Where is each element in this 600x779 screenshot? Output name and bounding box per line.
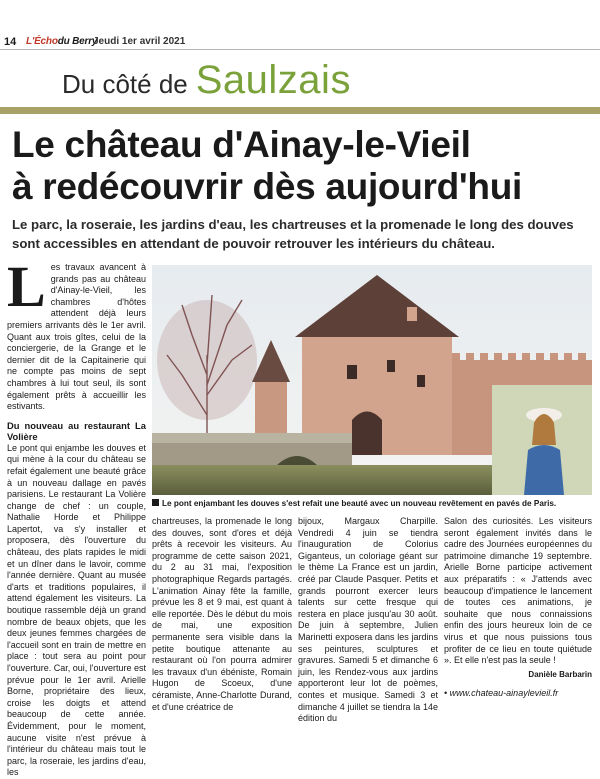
header-divider [0, 49, 600, 50]
chateau-illustration [152, 265, 592, 495]
page-header [0, 0, 600, 50]
caption-text: Le pont enjambant les douves s'est refait une beauté avec un nouveau revêtement en pavés de Paris. [162, 499, 557, 508]
drop-cap: L [7, 254, 46, 319]
chateau-photo [152, 265, 592, 495]
article-column-1 [7, 254, 147, 779]
column-1-body: Le pont qui enjambe les douves et qui mène à la cour du château se refait également une beauté grâce à un nouveau dallage en pavés parisiens. Le restaurant La Volière change de chef : un couple, Nathalie Horde et Philippe Lapertot, va s'y installer et proposera, dès l'ouverture du château, des plats rapides le midi et un dîner dans le lavoir, comme l'année dernière. Quant au musée d'arts et traditions populaires, il attend également les visiteurs. La boutique rassemble déjà un grand nombre de beaux objets, que les deux jeunes femmes chargées de l'accueil sont en train de mettre en place : tout sera au point pour l'ouverture. Car, oui, l'ouverture est prévue pour le 1er avril. Arielle Borne, propriétaire des lieux, croise les doigts et attend beaucoup de cette année. Évidemment, pour le moment, aucune visite n'est prévue à l'intérieur du château mais tout le parc, la roseraie, les jardins d'eau, les [7, 442, 147, 778]
article-deck: Le parc, la roseraie, les jardins d'eau, les chartreuses et la promenade le long des douves sont accessibles en attendant de pouvoir retrouver les intérieurs du château. [12, 217, 574, 251]
section-rubric [62, 58, 351, 104]
issue-date: Jeudi 1er avril 2021 [93, 36, 186, 47]
intro-paragraph: es travaux avancent à grands pas au château d'Ainay-le-Vieil, les chambres d'hôtes attendent déjà leurs premiers arrivants dès le 1er avril. Quant aux trois gîtes, celui de la conciergerie, de la Grange et le dernier dit de la Capitainerie qui ne compte pas moins de sept chambres à lui tout seul, ils sont également prêts à accueillir les estivants. [7, 262, 146, 412]
rubric-town: Saulzais [195, 58, 351, 102]
column-4-body: Salon des curiosités. Les visiteurs seront également invités dans le cadre des Journées européennes du patrimoine dimanche 19 septembre. Arielle Borne participe activement aux préparatifs : « J'attends avec beaucoup d'impatience le lancement de toutes ces animations, je souhaite que nous connaissions enfin des jours heureux loin de ce virus et que nous puissions tous profiter de ce lieu en toute quiétude ». Et elle n'est pas la seule ! [444, 516, 592, 666]
caption-bullet [152, 499, 159, 506]
author-signature: Danièle Barbarin [528, 669, 592, 679]
article-column-3 [298, 516, 438, 725]
column-3-body: bijoux, Margaux Charpille. Vendredi 4 juin se tiendra l'inauguration de Colorius Giganteus, un coloriage géant sur le thème La France est un jardin, créé par Claude Pasquer. Petits et grands pourront exercer leurs talents sur cette fresque qui restera en place jusqu'au 30 août. De juin à septembre, Julien Marinetti exposera dans les jardins ses peintures, sculptures et gravures. Samedi 5 et dimanche 6 juin, les Rendez-vous aux jardins apporteront leur lot de poèmes, contes et musique. Samedi 3 et dimanche 4 juillet se tiendra la 14e édition du [298, 516, 438, 724]
newspaper-logo [26, 36, 97, 47]
subheading: Du nouveau au restaurant La Volière [7, 419, 146, 442]
article-column-4 [444, 516, 592, 680]
website-link[interactable]: • www.chateau-ainaylevieil.fr [444, 688, 559, 698]
headline-line-2: à redécouvrir dès aujourd'hui [12, 166, 523, 207]
section-bar [0, 107, 600, 114]
photo-caption [152, 499, 592, 509]
brand-part-2: du Berry [57, 36, 98, 47]
article-column-2 [152, 516, 292, 713]
page-number: 14 [4, 36, 17, 48]
rubric-prefix: Du côté de [62, 69, 188, 99]
headline-line-1: Le château d'Ainay-le-Vieil [12, 124, 471, 165]
column-2-body: chartreuses, la promenade le long des douves, sont d'ores et déjà prêts à recevoir les visiteurs. Au programme de cette saison 2021, du 2 au 31 mai, l'exposition photographique Regards partagés. L'animation Ainay fête la famille, prévue les 8 et 9 mai, est quant à elle reportée. Dès le début du mois de mai, une exposition permanente sera visible dans la petite boutique attenante au restaurant où l'on pourra admirer les travaux d'un ébéniste, Romain Hugon de Scoeux, d'une céramiste, Anne-Charlotte Durand, et d'une créatrice de [152, 516, 292, 712]
brand-part-1: L'Écho [26, 36, 58, 47]
article-headline [12, 124, 592, 208]
